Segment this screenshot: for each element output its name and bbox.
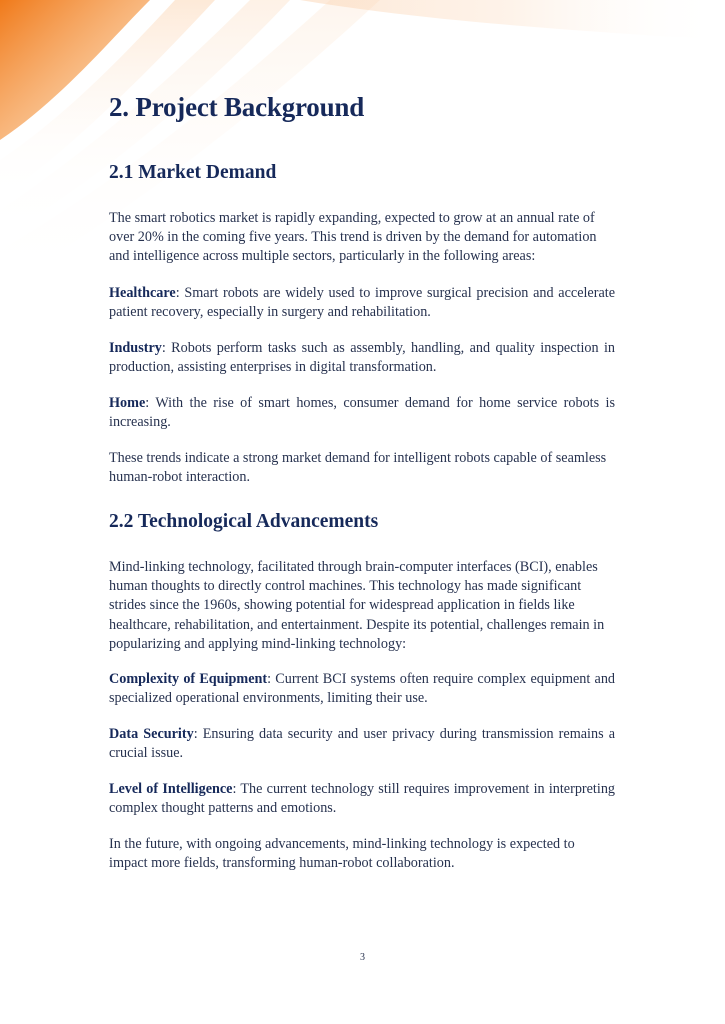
term-description: : The current technology still requires improvement in interpreting complex thought patterns and emotions.	[109, 781, 616, 817]
market-item-healthcare	[109, 284, 615, 322]
term-label: Industry	[109, 340, 162, 356]
tech-item-intelligence	[109, 780, 615, 818]
term-label: Home	[109, 395, 146, 411]
market-item-home	[109, 394, 615, 432]
term-label: Healthcare	[109, 285, 176, 301]
market-demand-intro: The smart robotics market is rapidly expanding, expected to grow at an annual rate of over 20% in the coming five years. This trend is driven by the demand for automation and intelligence across multiple sectors, particularly in the following areas:	[109, 210, 597, 265]
term-description: : Robots perform tasks such as assembly, handling, and quality inspection in production, assisting enterprises in digital transformation.	[109, 340, 615, 376]
term-description: : With the rise of smart homes, consumer demand for home service robots is increasing.	[109, 395, 615, 431]
page-number: 3	[360, 952, 365, 963]
term-description: : Current BCI systems often require complex equipment and specialized operational environments, limiting their use.	[109, 671, 616, 707]
market-demand-conclusion: These trends indicate a strong market demand for intelligent robots capable of seamless human-robot interaction.	[109, 450, 607, 486]
tech-item-complexity	[109, 670, 615, 708]
term-description: : Smart robots are widely used to improve surgical precision and accelerate patient recovery, especially in surgery and rehabilitation.	[109, 285, 615, 321]
section-heading-market-demand: 2.1 Market Demand	[109, 162, 277, 183]
tech-item-data-security	[109, 725, 615, 763]
term-label: Complexity of Equipment	[109, 671, 268, 687]
market-item-industry	[109, 339, 615, 377]
tech-advancements-conclusion: In the future, with ongoing advancements, mind-linking technology is expected to impact more fields, transforming human-robot collaboration.	[109, 836, 575, 872]
page-title: 2. Project Background	[109, 92, 365, 122]
term-label: Level of Intelligence	[109, 781, 233, 797]
section-heading-technological-advancements: 2.2 Technological Advancements	[109, 511, 379, 532]
tech-advancements-intro: Mind-linking technology, facilitated through brain-computer interfaces (BCI), enables human thoughts to directly control machines. This technology has made significant strides since the 1960s, showing potential for widespread application in fields like healthcare, rehabilitation, and entertainment. Despite its potential, challenges remain in popularizing and applying mind-linking technology:	[109, 559, 605, 652]
term-description: : Ensuring data security and user privacy during transmission remains a crucial issue.	[109, 726, 615, 762]
term-label: Data Security	[109, 726, 194, 742]
